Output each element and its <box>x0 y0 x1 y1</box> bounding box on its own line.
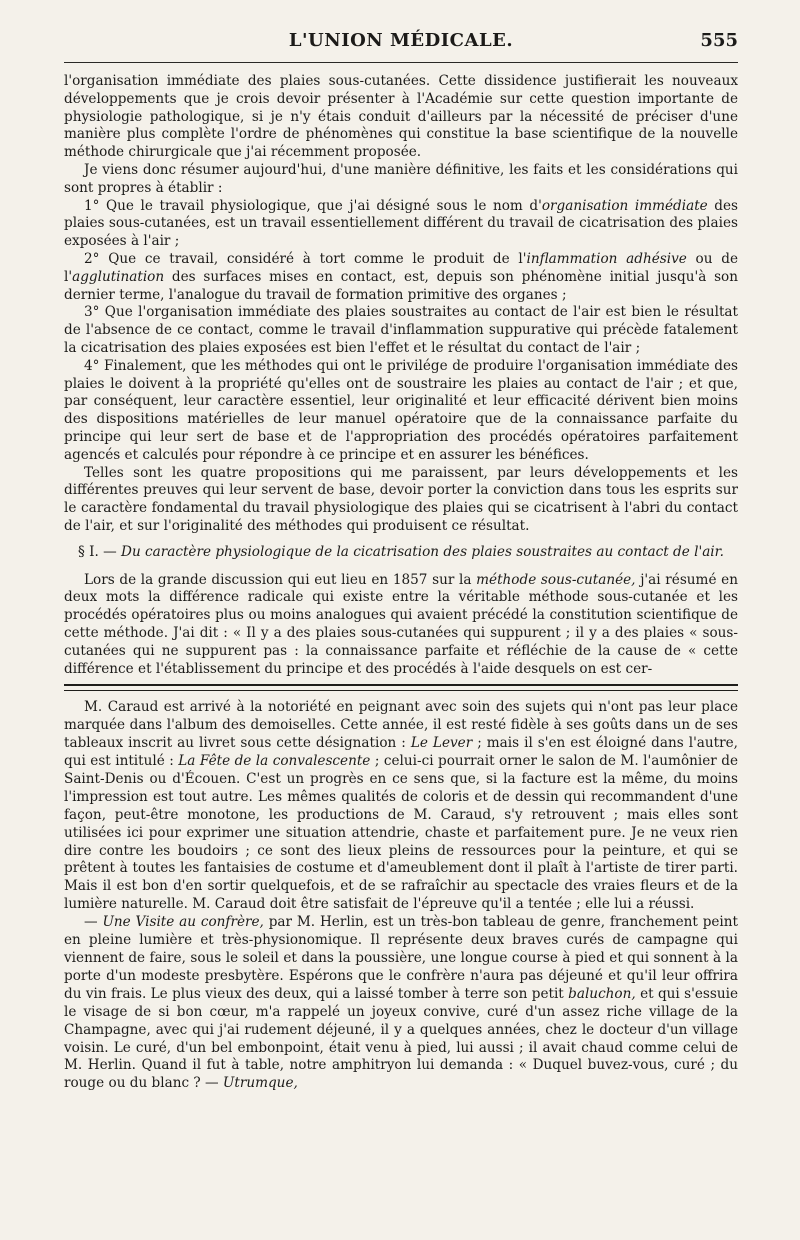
page-number: 555 <box>700 30 738 51</box>
text-run: ; celui-ci pourrait orner le salon de M. l'aumônier de Saint-Denis ou d'Écouen. C'est un progrès en ce sens que, si la facture est la même, du moins l'impression est tout autre. Les mêmes qualités de coloris et de dessin qui recommandent d'une façon, peut-être monotone, les productions de M. Caraud, s'y retrouvent ; mais elles sont utilisées ici pour exprimer une situation attendrie, chaste et parfaitement pure. Je ne veux rien dire contre les boudoirs ; ce sont des lieux pleins de ressources pour la peinture, et qui se prêtent à toutes les fantaisies de costume et d'ameublement dont il plaît à l'artiste de tirer parti. Mais il est bon d'en sortir quelquefois, et de se rafraîchir au spectacle des vraies fleurs et de la lumière naturelle. M. Caraud doit être satisfait de l'épreuve qu'il a tentée ; elle lui a réussi. <box>64 753 738 913</box>
article-paragraph <box>64 358 738 465</box>
italic-run: inflammation adhésive <box>526 250 687 267</box>
text-run: 2° Que ce travail, considéré à tort comme le produit de l' <box>84 250 527 267</box>
feuilleton-paragraphs <box>64 699 738 1093</box>
text-run: des plaies sous-cutanées, est un travail essentiellement différent du travail de cicatrisation des plaies exposées à l'air ; <box>64 197 739 250</box>
article-paragraphs <box>64 73 738 536</box>
text-run: j'ai résumé en deux mots la différence radicale qui existe entre la véritable méthode sous-cutanée et les procédés opératoires plus ou moins analogues qui avaient précédé la constitution scientifique de cette méthode. J'ai dit : « Il y a des plaies sous-cutanées qui suppurent ; il y a des plaies « sous-cutanées qui ne suppurent pas : la connaissance parfaite et réfléchie de la cause de « cette différence et l'établissement du principe et des procédés à l'aide desquels on est cer- <box>64 571 738 677</box>
section-heading <box>64 544 738 562</box>
article-paragraph <box>64 198 738 251</box>
text-run: 3° Que l'organisation immédiate des plaies soustraites au contact de l'air est bien le résultat de l'absence de ce contact, comme le travail d'inflammation suppurative qui précède fatalement la cicatrisation des plaies exposées est bien l'effet et le résultat du contact de l'air ; <box>64 304 738 356</box>
running-title: L'UNION MÉDICALE. <box>288 30 514 51</box>
feuilleton-paragraph <box>64 699 738 914</box>
italic-run: Le Lever <box>410 735 473 752</box>
text-run: ou de l' <box>64 250 738 285</box>
italic-run: méthode sous-cutanée, <box>476 571 636 588</box>
text-run: Lors de la grande discussion qui eut lieu en 1857 sur la <box>84 571 477 588</box>
section-paragraph-text <box>64 572 738 679</box>
text-run: 1° Que le travail physiologique, que j'ai désigné sous le nom d' <box>84 197 542 214</box>
article-paragraph <box>64 304 738 357</box>
text-run: l'organisation immédiate des plaies sous-cutanées. Cette dissidence justifierait les nouveaux développements que je crois devoir présenter à l'Académie sur cette question importante de physiologie pathologique, si je n'y étais conduit d'ailleurs par la nécessité de préciser d'une manière plus complète l'ordre de phénomènes qui constitue la base scientifique de la nouvelle méthode chirurgicale que j'ai récemment proposée. <box>64 73 738 161</box>
text-run: par M. Herlin, est un très-bon tableau de genre, franchement peint en pleine lumière et très-physionomique. Il représente deux braves curés de campagne qui viennent de faire, sous le soleil et dans la poussière, une longue course à pied et qui sonnent à la porte d'un modeste presbytère. Espérons que le confrère n'aura pas déjeuné et qu'il leur offrira du vin frais. Le plus vieux des deux, qui a laissé tomber à terre son petit <box>64 914 738 1002</box>
text-run: Telles sont les quatre propositions qui me paraissent, par leurs développements et les différentes preuves qui leur servent de base, devoir porter la conviction dans tous les esprits sur le caractère fondamental du travail physiologique des plaies qui se cicatrisent à l'abri du contact de l'air, et sur l'originalité des méthodes qui produisent ce résultat. <box>64 464 738 534</box>
feuilleton-separator <box>64 684 738 691</box>
section-title: Du caractère physiologique de la cicatrisation des plaies soustraites au contact de l'air. <box>121 543 724 560</box>
italic-run: La Fête de la convalescente <box>178 753 371 770</box>
text-run: des surfaces mises en contact, est, depuis son phénomène initial jusqu'à son dernier terme, l'analogue du travail de formation primitive des organes ; <box>64 268 738 303</box>
text-run: ; mais il s'en est éloigné dans l'autre, qui est intitulé : <box>64 735 738 770</box>
article-paragraph <box>64 465 738 536</box>
article-paragraph <box>64 73 738 162</box>
feuilleton-paragraph <box>64 914 738 1093</box>
text-run: et qui s'essuie le visage de si bon cœur, m'a rappelé un joyeux convive, curé d'un assez riche village de la Champagne, avec qui j'ai rudement déjeuné, il y a quelques années, chez le docteur d'un village voisin. Le curé, d'un bel embonpoint, était venu à pied, lui aussi ; il avait chaud comme celui de M. Herlin. Quand il fut à table, notre amphitryon lui demanda : « Duquel buvez-vous, curé ; du rouge ou du blanc ? — <box>64 985 738 1092</box>
section-paragraph <box>64 572 738 679</box>
article-paragraph <box>64 251 738 304</box>
italic-run: organisation immédiate <box>541 197 708 214</box>
italic-run: Utrumque, <box>222 1075 298 1092</box>
text-run: Je viens donc résumer aujourd'hui, d'une manière définitive, les faits et les considérations qui sont propres à établir : <box>64 161 738 196</box>
article-body <box>64 73 738 678</box>
italic-run: Une Visite au confrère, <box>102 914 264 931</box>
text-run: — <box>84 914 103 931</box>
text-run: M. Caraud est arrivé à la notoriété en peignant avec soin des sujets qui n'ont pas leur place marquée dans l'album des demoiselles. Cette année, il est resté fidèle à ses goûts dans un de ses tableaux inscrit au livret sous cette désignation : <box>64 699 738 752</box>
feuilleton-body <box>64 699 738 1093</box>
section-number: § I. — <box>78 543 122 560</box>
text-run: 4° Finalement, que les méthodes qui ont le privilége de produire l'organisation immédiate des plaies le doivent à la propriété qu'elles ont de soustraire les plaies au contact de l'air ; et que, par conséquent, leur caractère essentiel, leur originalité et leur efficacité dérivent bien moins des dispositions matérielles de leur manuel opératoire que de la connaissance parfaite du principe qui leur sert de base et de l'appropriation des procédés opératoires parfaitement agencés et calculés pour répondre à ce principe et en assurer les bénéfices. <box>64 357 738 463</box>
italic-run: baluchon, <box>568 985 636 1002</box>
running-head <box>64 22 738 63</box>
article-paragraph <box>64 162 738 198</box>
italic-run: agglutination <box>72 268 165 285</box>
